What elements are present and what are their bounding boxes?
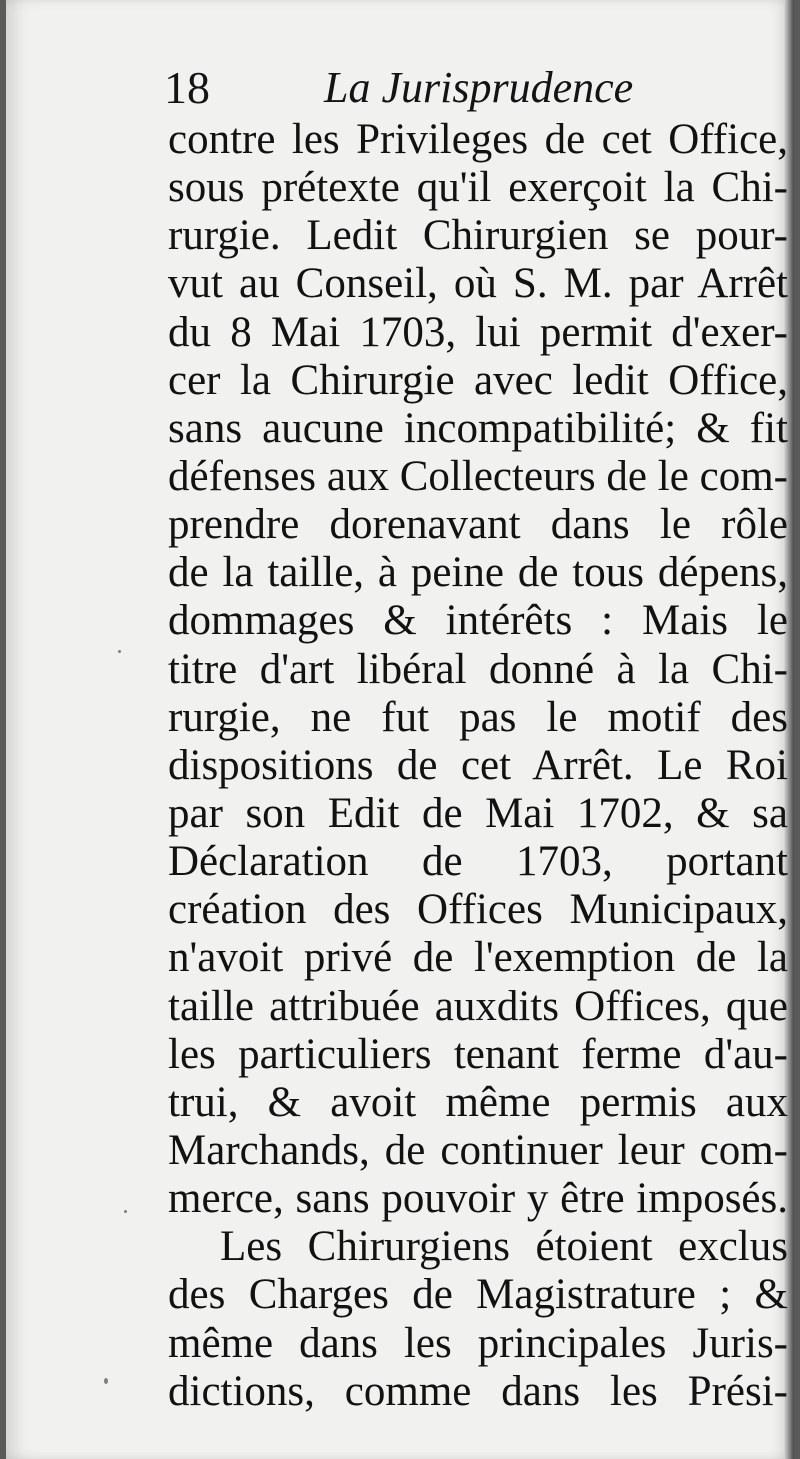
- text-line: vut au Conseil, où S. M. par Arrêt: [168, 260, 788, 308]
- running-title: La Jurisprudence: [324, 63, 634, 112]
- text-line: rurgie. Ledit Chirurgien se pour-: [168, 212, 788, 260]
- text-line: même dans les principales Juris-: [168, 1319, 788, 1367]
- text-line: par son Edit de Mai 1702, & sa: [168, 789, 788, 837]
- text-line: n'avoit privé de l'exemption de la: [168, 934, 788, 982]
- text-line: rurgie, ne fut pas le motif des: [168, 693, 788, 741]
- text-line: sous prétexte qu'il exerçoit la Chi-: [168, 164, 788, 212]
- paragraph-start-line: Les Chirurgiens étoient exclus: [220, 1223, 788, 1271]
- text-line: du 8 Mai 1703, lui permit d'exer-: [168, 308, 788, 356]
- text-line: prendre dorenavant dans le rôle: [168, 501, 788, 549]
- text-line: cer la Chirurgie avec ledit Office,: [168, 356, 788, 404]
- paper-speck: [124, 1210, 127, 1213]
- text-line: merce, sans pouvoir y être imposés.: [168, 1175, 788, 1223]
- text-line: sans aucune incompatibilité; & fit: [168, 404, 788, 452]
- text-line: défenses aux Collecteurs de le com-: [168, 452, 788, 500]
- text-line: trui, & avoit même permis aux: [168, 1078, 788, 1126]
- page-number: 18: [164, 62, 210, 113]
- paper-speck: [118, 650, 121, 653]
- text-line: création des Offices Municipaux,: [168, 886, 788, 934]
- text-line: de la taille, à peine de tous dépens,: [168, 549, 788, 597]
- text-line: dictions, comme dans les Prési-: [168, 1367, 788, 1415]
- text-line: contre les Privileges de cet Office,: [168, 116, 788, 163]
- text-line: dispositions de cet Arrêt. Le Roi: [168, 741, 788, 789]
- text-line: dommages & intérêts : Mais le: [168, 597, 788, 645]
- text-line: des Charges de Magistrature ; &: [168, 1271, 788, 1319]
- text-line: Marchands, de continuer leur com-: [168, 1126, 788, 1174]
- paper-speck: [104, 1378, 108, 1384]
- text-line: titre d'art libéral donné à la Chi-: [168, 645, 788, 693]
- text-line: les particuliers tenant ferme d'au-: [168, 1030, 788, 1078]
- text-line: Déclaration de 1703, portant: [168, 838, 788, 886]
- text-line: taille attribuée auxdits Offices, que: [168, 982, 788, 1030]
- body-text: [168, 116, 788, 1416]
- book-page: [6, 0, 794, 1459]
- page-header: [164, 58, 784, 118]
